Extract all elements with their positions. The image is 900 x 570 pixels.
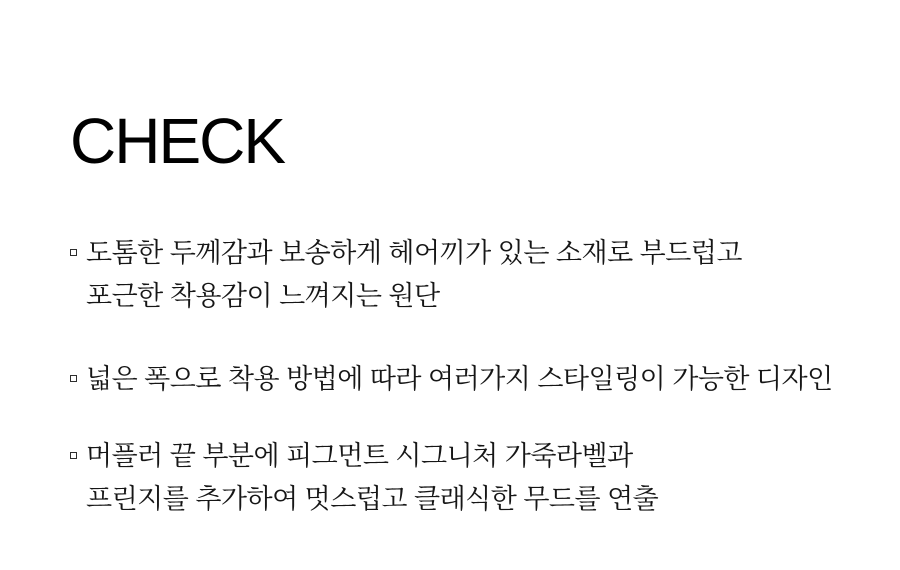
square-bullet-icon <box>70 375 77 382</box>
square-bullet-icon <box>70 249 77 256</box>
list-item-text <box>86 358 833 401</box>
text-line: 넓은 폭으로 착용 방법에 따라 여러가지 스타일링이 가능한 디자인 <box>86 364 833 394</box>
list-item-text <box>86 435 658 521</box>
square-bullet-icon <box>70 452 77 459</box>
text-line: 도톰한 두께감과 보송하게 헤어끼가 있는 소재로 부드럽고 <box>86 238 742 268</box>
list-item <box>70 435 833 521</box>
list-item-text <box>86 232 742 318</box>
text-line: 머플러 끝 부분에 피그먼트 시그니처 가죽라벨과 <box>86 441 633 471</box>
text-line: 포근한 착용감이 느껴지는 원단 <box>86 281 440 311</box>
text-line: 프린지를 추가하여 멋스럽고 클래식한 무드를 연출 <box>86 484 659 514</box>
section-title: CHECK <box>70 105 285 177</box>
list-item <box>70 358 833 401</box>
list-item <box>70 232 833 318</box>
check-list <box>70 232 833 521</box>
